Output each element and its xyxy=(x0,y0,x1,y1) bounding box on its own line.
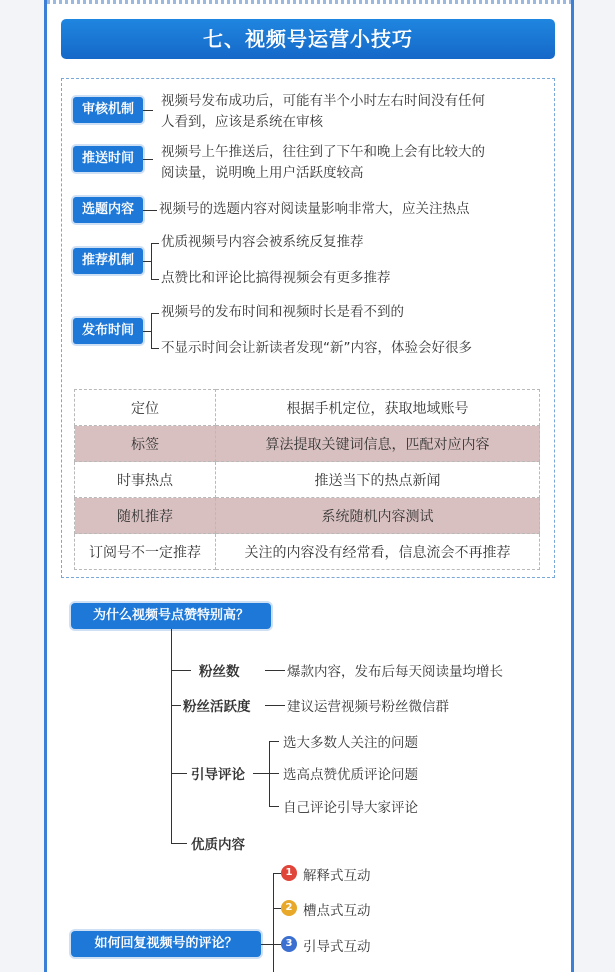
tag-review: 审核机制 xyxy=(73,97,143,123)
table-row: 订阅号不一定推荐 关注的内容没有经常看，信息流会不再推荐 xyxy=(75,534,540,570)
why-node-activity: 粉丝活跃度 xyxy=(183,699,251,715)
desc-push-time-2: 阅读量，说明晚上用户活跃度较高 xyxy=(161,165,364,181)
desc-topic-1: 视频号的选题内容对阅读量影响非常大，应关注热点 xyxy=(159,201,470,217)
desc-publish-time-2: 不显示时间会让新读者发现“新”内容，体验会好很多 xyxy=(161,340,472,356)
why-node-comments: 引导评论 xyxy=(191,767,245,783)
reply-item-1: 解释式互动 xyxy=(303,868,371,884)
recommend-table xyxy=(74,389,540,570)
tag-topic: 选题内容 xyxy=(73,197,143,223)
desc-push-time-1: 视频号上午推送后，往往到了下午和晚上会有比较大的 xyxy=(161,144,485,160)
why-leaf-activity: 建议运营视频号粉丝微信群 xyxy=(287,699,449,715)
tag-push-time: 推送时间 xyxy=(73,146,143,172)
table-row: 标签 算法提取关键词信息，匹配对应内容 xyxy=(75,426,540,462)
section-banner: 七、视频号运营小技巧 xyxy=(61,19,555,59)
why-leaf-comments-2: 选高点赞优质评论问题 xyxy=(283,767,418,783)
why-node-quality: 优质内容 xyxy=(191,837,245,853)
reply-title: 如何回复视频号的评论？ xyxy=(71,931,261,957)
tag-recommend: 推荐机制 xyxy=(73,248,143,274)
table-row: 时事热点 推送当下的热点新闻 xyxy=(75,462,540,498)
desc-review-1: 视频号发布成功后，可能有半个小时左右时间没有任何 xyxy=(161,93,485,109)
reply-num-1: 1 xyxy=(281,865,297,881)
reply-item-2: 槽点式互动 xyxy=(303,903,371,919)
why-title: 为什么视频号点赞特别高？ xyxy=(71,603,271,629)
why-leaf-comments-3: 自己评论引导大家评论 xyxy=(283,800,418,816)
why-node-fans: 粉丝数 xyxy=(199,664,240,680)
why-leaf-fans: 爆款内容，发布后每天阅读量均增长 xyxy=(287,664,503,680)
reply-item-3: 引导式互动 xyxy=(303,939,371,955)
tag-publish-time: 发布时间 xyxy=(73,318,143,344)
table-row: 随机推荐 系统随机内容测试 xyxy=(75,498,540,534)
reply-num-3: 3 xyxy=(281,936,297,952)
desc-recommend-1: 优质视频号内容会被系统反复推荐 xyxy=(161,234,364,250)
why-leaf-comments-1: 选大多数人关注的问题 xyxy=(283,735,418,751)
table-row: 定位 根据手机定位，获取地域账号 xyxy=(75,390,540,426)
desc-publish-time-1: 视频号的发布时间和视频时长是看不到的 xyxy=(161,304,404,320)
desc-review-2: 人看到，应该是系统在审核 xyxy=(161,114,323,130)
reply-num-2: 2 xyxy=(281,900,297,916)
desc-recommend-2: 点赞比和评论比搞得视频会有更多推荐 xyxy=(161,270,391,286)
top-dashed-line xyxy=(47,0,571,4)
